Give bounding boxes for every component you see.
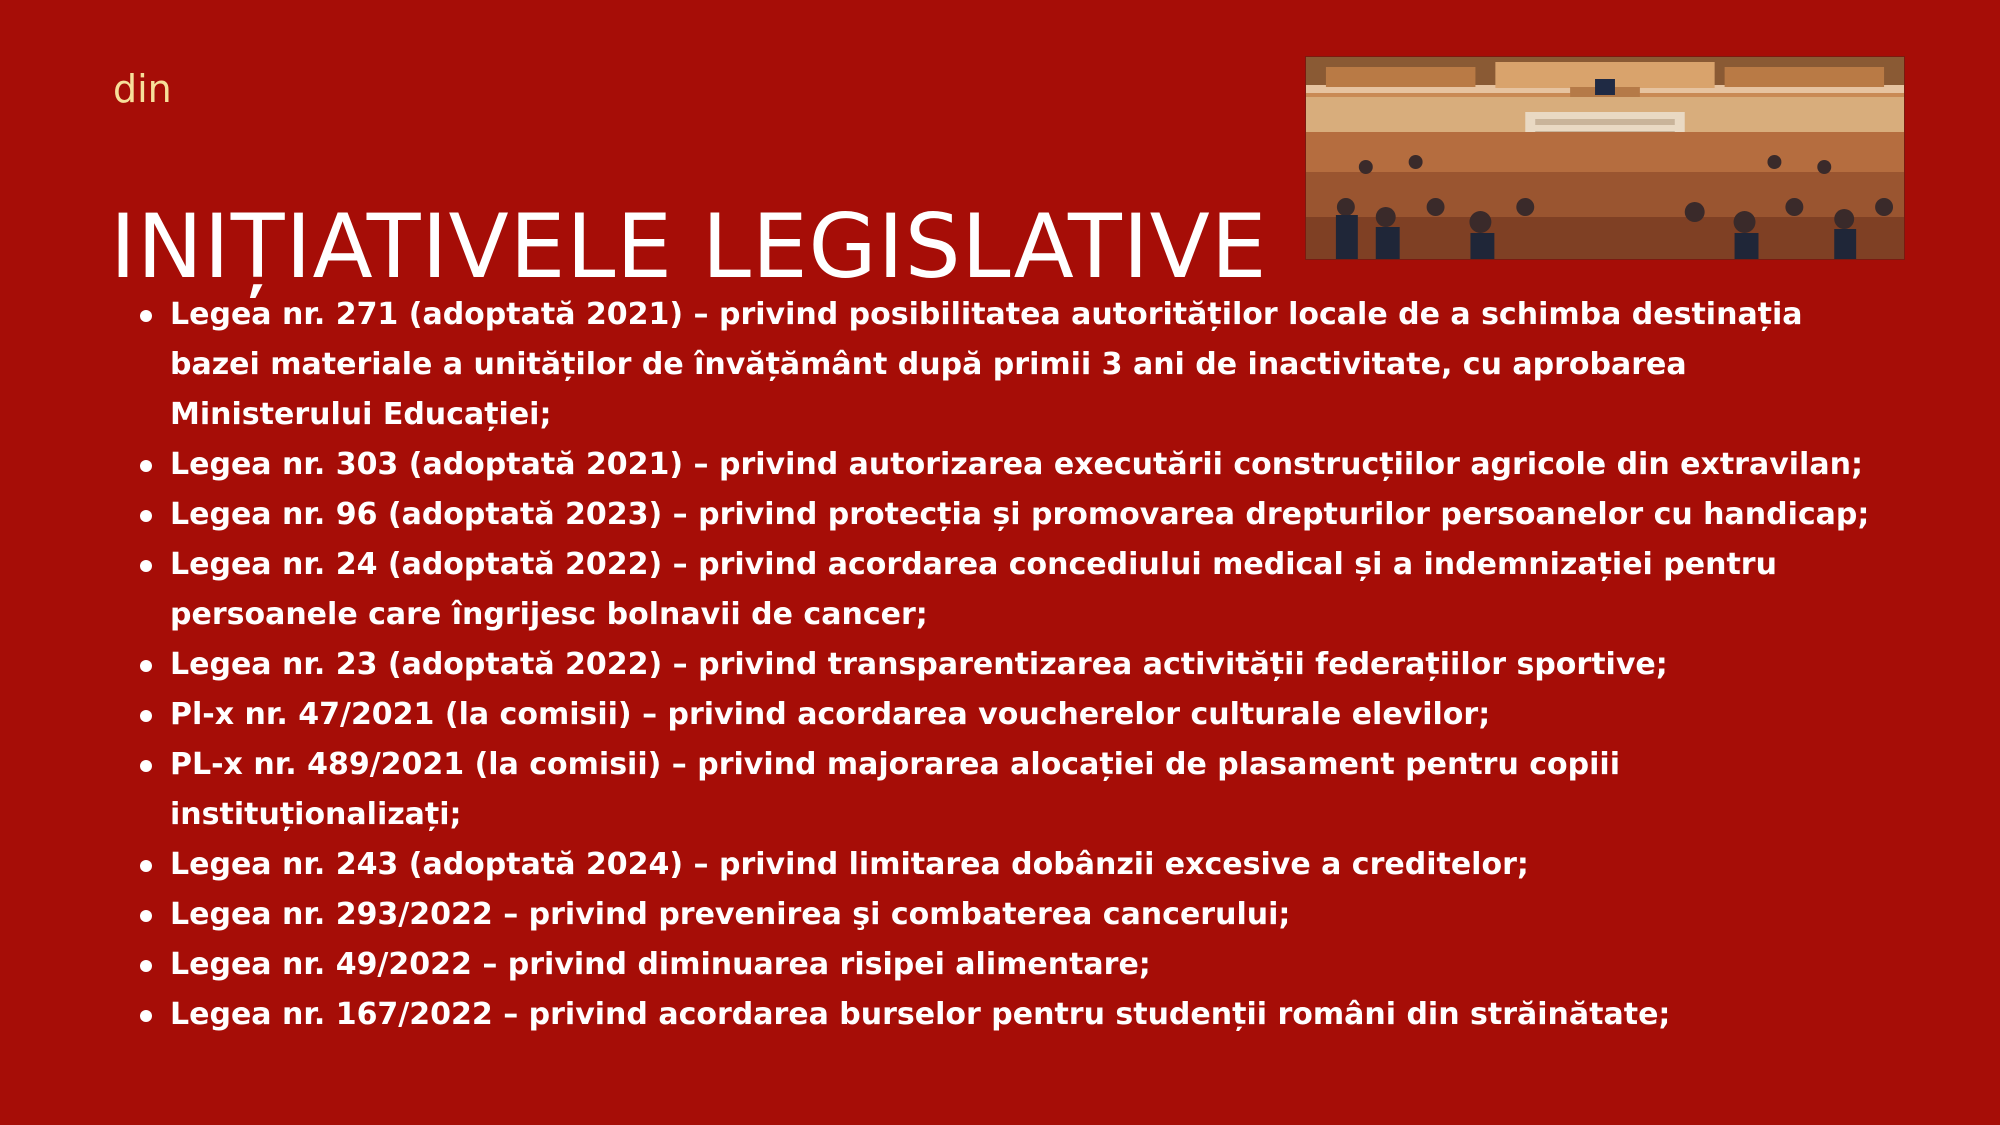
parliament-chamber-image <box>1306 57 1904 259</box>
bullet-icon <box>140 760 152 772</box>
list-item-text: Legea nr. 23 (adoptată 2022) – privind transparentizarea activității federațiilor sportive; <box>170 647 1668 682</box>
list-item <box>170 940 1870 990</box>
list-item <box>170 290 1870 440</box>
list-item-text: Legea nr. 303 (adoptată 2021) – privind autorizarea executării construcțiilor agricole din extravilan; <box>170 447 1863 482</box>
list-item-text: Legea nr. 24 (adoptată 2022) – privind acordarea concediului medical și a indemnizației pentru persoanele care îngrijesc bolnavii de cancer; <box>170 547 1777 632</box>
list-item-text: PL-x nr. 489/2021 (la comisii) – privind majorarea alocației de plasament pentru copiii instituționalizați; <box>170 747 1620 832</box>
list-item <box>170 990 1870 1040</box>
bullet-icon <box>140 960 152 972</box>
list-item <box>170 490 1870 540</box>
list-item-text: Legea nr. 271 (adoptată 2021) – privind posibilitatea autorităților locale de a schimba destinația bazei materiale a unităților de învățământ după primii 3 ani de inactivitate, cu aprobarea Ministerului Educației; <box>170 297 1803 432</box>
list-item <box>170 540 1870 640</box>
list-item <box>170 440 1870 490</box>
bullet-icon <box>140 710 152 722</box>
bullet-icon <box>140 560 152 572</box>
list-item-text: Legea nr. 293/2022 – privind prevenirea şi combaterea cancerului; <box>170 897 1291 932</box>
kicker-text: din <box>113 67 172 111</box>
list-item-text: Legea nr. 96 (adoptată 2023) – privind protecția și promovarea drepturilor persoanelor cu handicap; <box>170 497 1870 532</box>
list-item <box>170 890 1870 940</box>
law-list <box>170 290 1870 1040</box>
page-title: INIȚIATIVELE LEGISLATIVE <box>110 194 1268 298</box>
bullet-icon <box>140 1010 152 1022</box>
bullet-icon <box>140 510 152 522</box>
list-item-text: Pl-x nr. 47/2021 (la comisii) – privind acordarea voucherelor culturale elevilor; <box>170 697 1491 732</box>
bullet-icon <box>140 310 152 322</box>
list-item <box>170 740 1870 840</box>
list-item-text: Legea nr. 167/2022 – privind acordarea burselor pentru studenții români din străinătate; <box>170 997 1671 1032</box>
parliament-photo <box>1305 56 1905 260</box>
bullet-icon <box>140 910 152 922</box>
list-item <box>170 690 1870 740</box>
bullet-icon <box>140 460 152 472</box>
list-item <box>170 840 1870 890</box>
list-item-text: Legea nr. 243 (adoptată 2024) – privind limitarea dobânzii excesive a creditelor; <box>170 847 1529 882</box>
list-item-text: Legea nr. 49/2022 – privind diminuarea risipei alimentare; <box>170 947 1151 982</box>
bullet-icon <box>140 660 152 672</box>
bullet-icon <box>140 860 152 872</box>
list-item <box>170 640 1870 690</box>
